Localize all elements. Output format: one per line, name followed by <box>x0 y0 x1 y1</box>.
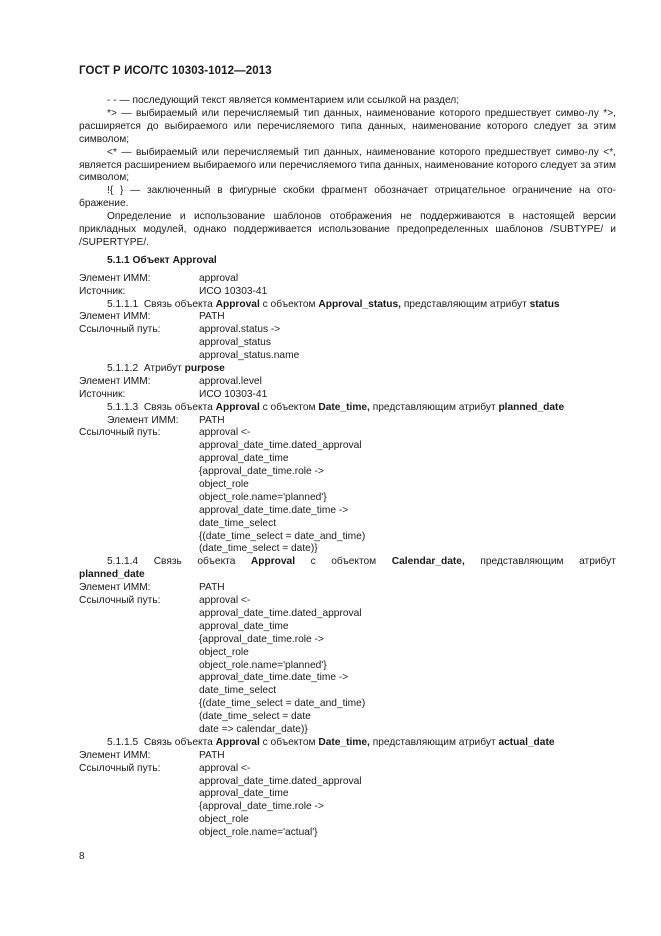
s5-element-row: Элемент ИММ: PATH <box>79 749 225 761</box>
path-line: date_time_select <box>199 517 277 529</box>
path-line: approval_date_time.dated_approval <box>199 775 362 787</box>
path-line: approval_date_time.date_time -> <box>199 504 349 516</box>
path-line: object_role <box>199 479 249 491</box>
s4-path-row: Ссылочный путь: approval <- <box>79 595 251 607</box>
path-line: {approval_date_time.role -> <box>199 466 324 478</box>
path-line: {approval_date_time.role -> <box>199 801 324 813</box>
s2-source-row: Источник: ИСО 10303-41 <box>79 388 268 400</box>
subsection-5-1-1-4-title: 5.1.1.4 Связь объекта Approval с объектом Calendar_date, представляющим атрибут <box>107 556 616 568</box>
path-line: {(date_time_select = date_and_time) <box>199 530 366 542</box>
path-line: approval_date_time <box>199 620 289 632</box>
document-body <box>79 95 616 840</box>
intro-paragraph-2: *> — выбираемый или перечисляемый тип данных, наименование которого предшествует симво-лу *>, расширяется до выбираемого или перечисляемого типа данных, наименование которого следует за этим символом; <box>79 107 616 145</box>
source-label: Источник: <box>79 285 126 297</box>
path-line: {(date_time_select = date_and_time) <box>199 698 366 710</box>
path-line: approval_date_time <box>199 788 289 800</box>
intro-paragraph-3: <* — выбираемый или перечисляемый тип данных, наименование которого предшествует симво-лу <*, является расширением выбираемого или перечисляемого типа данных, наименование которого следует за этим символом; <box>79 146 616 184</box>
approval-element-value: approval <box>199 272 239 284</box>
s5-element-value: PATH <box>199 749 225 761</box>
page-number: 8 <box>79 851 85 862</box>
s1-path-row: Ссылочный путь: approval.status -> <box>79 324 281 336</box>
path-line: date => calendar_date)} <box>199 723 308 735</box>
path-line: approval_date_time.date_time -> <box>199 672 349 684</box>
approval-element-row <box>79 273 616 286</box>
s4-element-value: PATH <box>199 582 225 594</box>
approval-source-row <box>79 286 616 299</box>
subsection-5-1-1-3-title: 5.1.1.3 Связь объекта Approval с объектом Date_time, представляющим атрибут planned_date <box>107 401 565 413</box>
path-line: approval_date_time.dated_approval <box>199 607 362 619</box>
s2-element-row: Элемент ИММ: approval.level <box>79 375 262 387</box>
s5-path-row: Ссылочный путь: approval <- <box>79 762 251 774</box>
path-line: {approval_date_time.role -> <box>199 633 324 645</box>
path-line: object_role.name='planned'} <box>199 491 327 503</box>
s4-element-row: Элемент ИММ: PATH <box>79 582 225 594</box>
s1-element-row: Элемент ИММ: PATH <box>79 311 225 323</box>
subsection-5-1-1-5-title: 5.1.1.5 Связь объекта Approval с объектом Date_time, представляющим атрибут actual_date <box>107 736 555 748</box>
intro-paragraph-5: Определение и использование шаблонов отображения не поддерживаются в настоящей версии прикладных модулей, однако поддерживается использование предопределенных шаблонов /SUBTYPE/ и /SUPERTYPE/. <box>79 211 616 248</box>
s2-element-value: approval.level <box>199 375 262 387</box>
s3-element-value: PATH <box>199 414 225 426</box>
path-line: approval_date_time.dated_approval <box>199 440 362 452</box>
intro-paragraph-1: - - — последующий текст является комментарием или ссылкой на раздел; <box>107 95 460 106</box>
path-line: object_role.name='actual'} <box>199 827 318 839</box>
path-line: object_role <box>199 646 249 658</box>
path-line: object_role.name='planned'} <box>199 659 327 671</box>
path-line: approval_status <box>199 337 271 349</box>
subsection-5-1-1-2-title: 5.1.1.2 Атрибут purpose <box>107 363 225 374</box>
path-line: approval.status -> <box>199 324 281 336</box>
s3-path-row: Ссылочный путь: approval <- <box>79 427 251 439</box>
element-label: Элемент ИММ: <box>79 272 151 284</box>
path-line: (date_time_select = date)} <box>199 543 318 555</box>
section-title: 5.1.1 Объект Approval <box>107 254 217 266</box>
document-header: ГОСТ Р ИСО/ТС 10303-1012—2013 <box>79 65 272 77</box>
s3-element-row: Элемент ИММ: PATH <box>107 414 225 426</box>
intro-paragraph-4: !{ } — заключенный в фигурные скобки фрагмент обозначает отрицательное ограничение на ото-бражение. <box>79 185 616 210</box>
s2-source-value: ИСО 10303-41 <box>199 388 268 400</box>
s4-title-continuation: planned_date <box>79 569 145 581</box>
path-line: approval <- <box>199 427 251 439</box>
s1-element-value: PATH <box>199 311 225 323</box>
approval-source-value: ИСО 10303-41 <box>199 285 268 297</box>
path-line: approval <- <box>199 595 251 607</box>
path-line: approval_status.name <box>199 350 300 362</box>
path-line: (date_time_select = date <box>199 711 311 723</box>
path-line: date_time_select <box>199 685 277 697</box>
path-line: approval <- <box>199 762 251 774</box>
path-line: object_role <box>199 814 249 826</box>
subsection-5-1-1-1-title: 5.1.1.1 Связь объекта Approval с объектом Approval_status, представляющим атрибут status <box>107 298 560 310</box>
path-line: approval_date_time <box>199 453 289 465</box>
